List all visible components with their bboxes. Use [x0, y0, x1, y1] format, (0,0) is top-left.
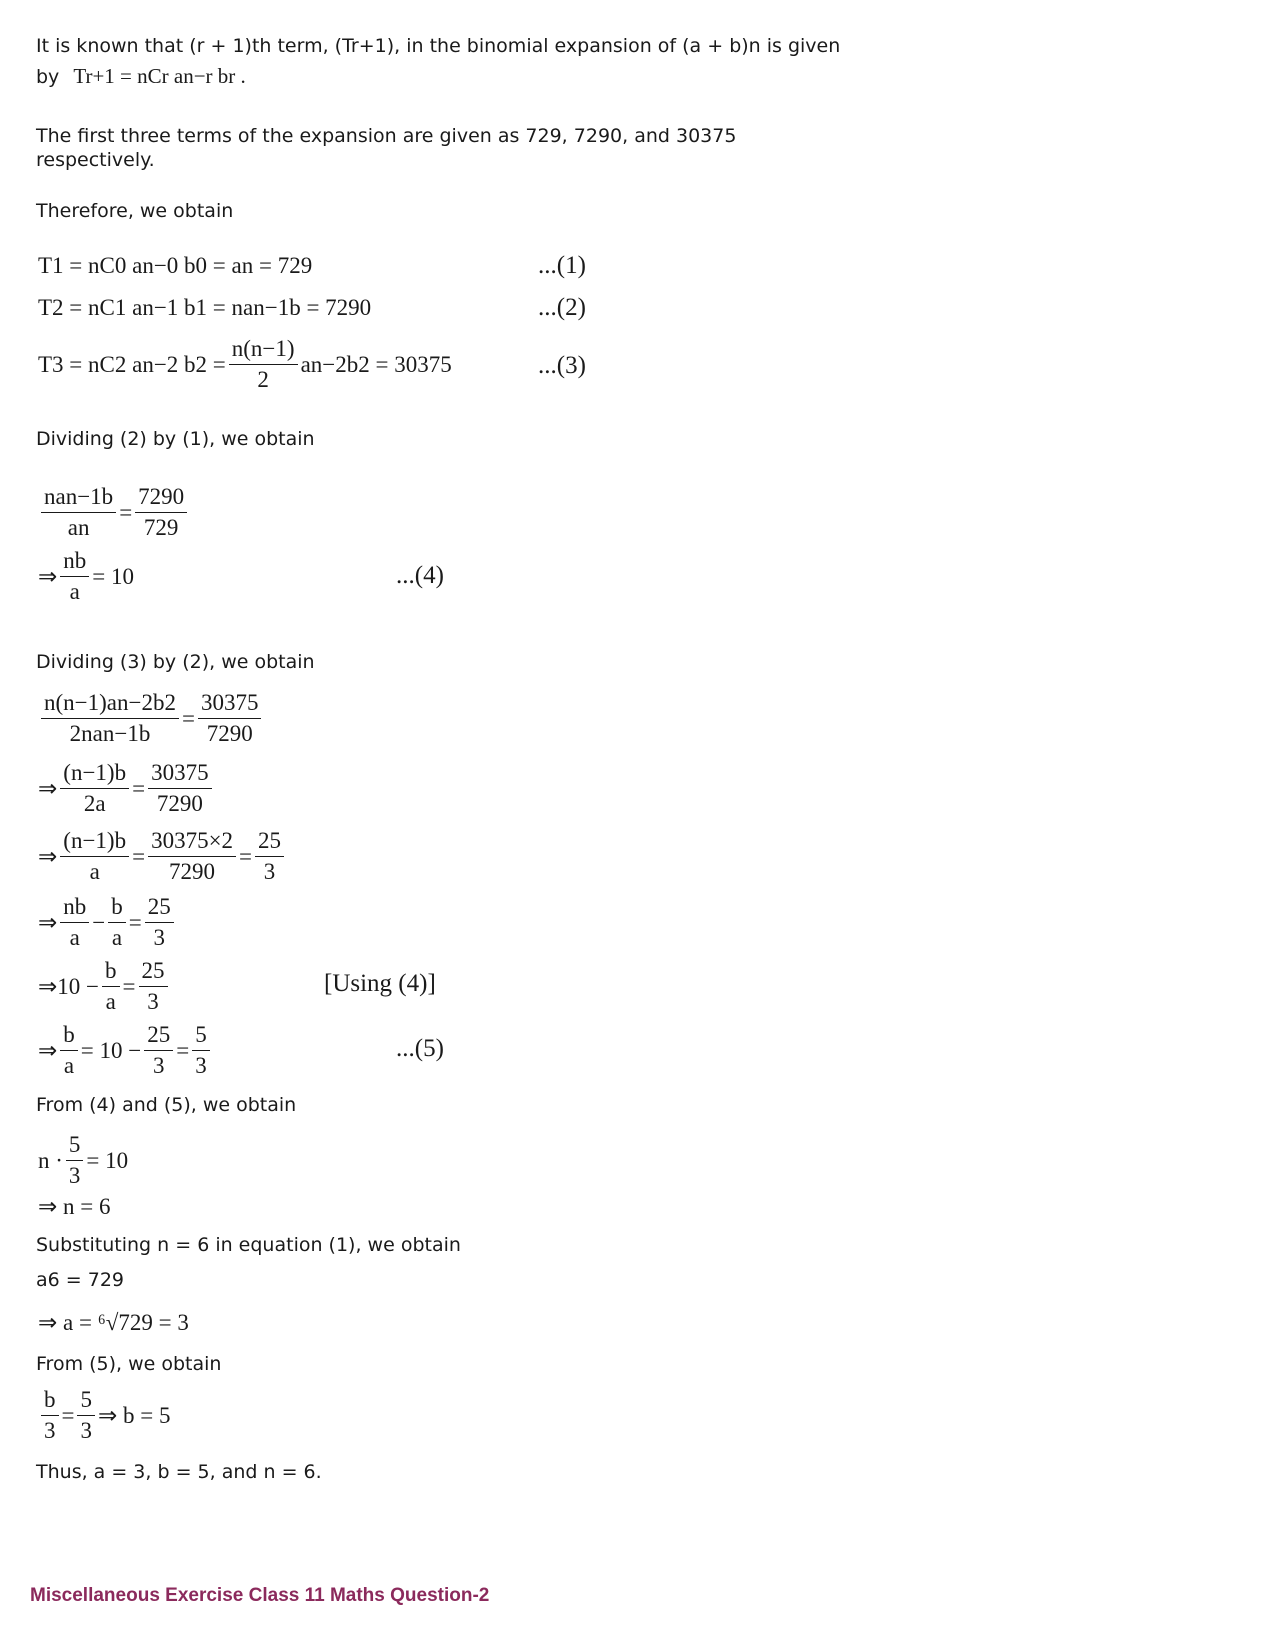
equation-3-tag: ...(3) — [538, 352, 586, 379]
division-step-2 — [38, 546, 134, 607]
conclusion-text: Thus, a = 3, b = 5, and n = 6. — [36, 1461, 322, 1483]
step-e4 — [38, 892, 177, 953]
equation-2: T2 = nC1 an−1 b1 = nan−1b = 7290 — [38, 295, 372, 320]
equation-3-fraction — [229, 334, 298, 395]
step-e1-left-num: n(n−1)an−2b2 — [41, 688, 179, 719]
step-e4-num-2: b — [108, 892, 126, 923]
step-e3-left-fraction — [60, 826, 129, 887]
equation-1: T1 = nC0 an−0 b0 = an = 729 — [38, 253, 313, 278]
n-equation — [38, 1130, 128, 1191]
division-step-1 — [38, 482, 190, 543]
step-e2-right-fraction — [148, 758, 212, 819]
equation-5-tag: ...(5) — [396, 1035, 444, 1062]
implies-arrow: ⇒ — [38, 909, 58, 935]
equation-3 — [38, 334, 452, 395]
division-step-2-value: = 10 — [92, 563, 135, 589]
equals-sign: = — [132, 843, 146, 869]
equation-3-left: T3 = nC2 an−2 b2 = — [38, 351, 226, 377]
minus-sign: − — [92, 909, 106, 935]
intro-formula: Tr+1 = nCr an−r br . — [73, 64, 246, 88]
step-e5-fraction-1 — [102, 956, 120, 1017]
step-e6 — [38, 1020, 213, 1081]
equals-sign: = — [122, 973, 136, 999]
step-e5-den-2: 3 — [147, 989, 159, 1014]
using-4-note: [Using (4)] — [324, 970, 436, 997]
step-e6-mid: = 10 − — [80, 1037, 142, 1063]
step-e6-den-2: 3 — [152, 1053, 165, 1078]
step-e5-fraction-2 — [139, 956, 168, 1017]
division-step-1-right-num: 7290 — [135, 482, 187, 513]
five-thirds-den: 3 — [68, 1163, 81, 1188]
implies-arrow: ⇒ — [38, 843, 58, 869]
dividing-2-by-1: Dividing (2) by (1), we obtain — [36, 428, 315, 450]
step-e3-mid-fraction — [148, 826, 236, 887]
step-e3-right-fraction — [255, 826, 284, 887]
a-sixth-equation: a6 = 729 — [36, 1269, 124, 1291]
division-step-1-left-fraction — [41, 482, 116, 543]
equals-sign: = — [176, 1037, 190, 1063]
b-over-3-fraction — [41, 1385, 59, 1446]
b-equation — [38, 1385, 170, 1446]
equation-2-tag: ...(2) — [538, 294, 586, 321]
a-denominator: a — [69, 579, 80, 604]
five-thirds-num: 5 — [66, 1130, 84, 1161]
equals-sign: = — [61, 1402, 75, 1428]
substituting-text: Substituting n = 6 in equation (1), we obtain — [36, 1234, 461, 1256]
given-line-1: The first three terms of the expansion are given as 729, 7290, and 30375 — [36, 125, 737, 147]
from-5-text: From (5), we obtain — [36, 1353, 222, 1375]
step-e6-num-1: b — [60, 1020, 78, 1051]
equals-sign: = — [181, 705, 195, 731]
step-e5-num-2: 25 — [139, 956, 168, 987]
dividing-3-by-2: Dividing (3) by (2), we obtain — [36, 651, 315, 673]
five-thirds-fraction — [66, 1130, 84, 1191]
step-e4-den-2: a — [111, 925, 123, 950]
step-e1-right-den: 7290 — [206, 721, 253, 746]
equals-sign: = — [239, 843, 253, 869]
five-over-3-fraction — [77, 1385, 95, 1446]
step-e2-left-den: 2a — [83, 791, 106, 816]
step-e4-fraction-3 — [145, 892, 174, 953]
nb-numerator: nb — [60, 546, 89, 577]
step-e6-fraction-3 — [192, 1020, 210, 1081]
n-result: ⇒ n = 6 — [38, 1194, 111, 1219]
b-over-3-num: b — [41, 1385, 59, 1416]
equals-sign: = — [132, 775, 146, 801]
step-e5 — [38, 956, 171, 1017]
five-over-3-den: 3 — [80, 1418, 92, 1443]
equation-3-numerator: n(n−1) — [229, 334, 298, 365]
a-result: ⇒ a = ⁶√729 = 3 — [38, 1310, 189, 1335]
division-step-1-left-den: an — [67, 515, 90, 540]
step-e1-right-num: 30375 — [198, 688, 262, 719]
step-e4-num-3: 25 — [145, 892, 174, 923]
step-e5-den-1: a — [105, 989, 116, 1014]
implies-arrow: ⇒ — [38, 563, 58, 589]
implies-arrow: ⇒ — [38, 775, 58, 801]
b-over-3-den: 3 — [44, 1418, 56, 1443]
step-e6-fraction-2 — [144, 1020, 173, 1081]
step-e1-left-den: 2nan−1b — [69, 721, 151, 746]
step-e2-left-fraction — [60, 758, 129, 819]
step-e2 — [38, 758, 215, 819]
from-4-and-5: From (4) and (5), we obtain — [36, 1094, 297, 1116]
equals-sign: = — [119, 499, 133, 525]
equals-sign: = — [128, 909, 142, 935]
step-e4-den-1: a — [69, 925, 80, 950]
step-e6-num-3: 5 — [192, 1020, 210, 1051]
step-e4-den-3: 3 — [153, 925, 165, 950]
step-e3-right-num: 25 — [255, 826, 284, 857]
equation-3-right: an−2b2 = 30375 — [300, 351, 452, 377]
equation-4-tag: ...(4) — [396, 562, 444, 589]
n-equation-prefix: n · — [38, 1147, 63, 1173]
step-e5-prefix: 10 − — [57, 973, 100, 999]
n-equation-value: = 10 — [86, 1147, 129, 1173]
step-e1-left-fraction — [41, 688, 179, 749]
step-e2-right-num: 30375 — [148, 758, 212, 789]
step-e3-mid-den: 7290 — [169, 859, 216, 884]
division-step-1-left-num: nan−1b — [41, 482, 116, 513]
division-step-1-right-den: 729 — [143, 515, 179, 540]
step-e1 — [38, 688, 264, 749]
step-e6-fraction-1 — [60, 1020, 78, 1081]
step-e1-right-fraction — [198, 688, 262, 749]
division-step-1-right-fraction — [135, 482, 187, 543]
equation-3-denominator: 2 — [257, 367, 269, 392]
footer-question-link[interactable]: Miscellaneous Exercise Class 11 Maths Question-2 — [30, 1585, 490, 1606]
step-e6-den-1: a — [63, 1053, 75, 1078]
b-result: ⇒ b = 5 — [97, 1402, 171, 1428]
step-e6-den-3: 3 — [195, 1053, 207, 1078]
step-e2-right-den: 7290 — [156, 791, 203, 816]
nb-over-a-fraction — [60, 546, 89, 607]
given-line-2: respectively. — [36, 149, 155, 171]
step-e3-mid-num: 30375×2 — [148, 826, 236, 857]
step-e3 — [38, 826, 287, 887]
implies-arrow: ⇒ — [38, 1037, 58, 1063]
step-e5-num-1: b — [102, 956, 120, 987]
equation-1-tag: ...(1) — [538, 252, 586, 279]
step-e6-num-2: 25 — [144, 1020, 173, 1051]
step-e4-fraction-1 — [60, 892, 89, 953]
intro-line-1: It is known that (r + 1)th term, (Tr+1), in the binomial expansion of (a + b)n is given — [36, 35, 841, 57]
intro-line-2 — [36, 63, 246, 90]
step-e4-num-1: nb — [60, 892, 89, 923]
implies-arrow: ⇒ — [38, 973, 58, 999]
step-e4-fraction-2 — [108, 892, 126, 953]
step-e3-left-num: (n−1)b — [60, 826, 129, 857]
step-e3-right-den: 3 — [263, 859, 276, 884]
therefore-text: Therefore, we obtain — [36, 200, 234, 222]
five-over-3-num: 5 — [77, 1385, 95, 1416]
step-e3-left-den: a — [89, 859, 100, 884]
step-e2-left-num: (n−1)b — [60, 758, 129, 789]
intro-by: by — [36, 66, 60, 88]
